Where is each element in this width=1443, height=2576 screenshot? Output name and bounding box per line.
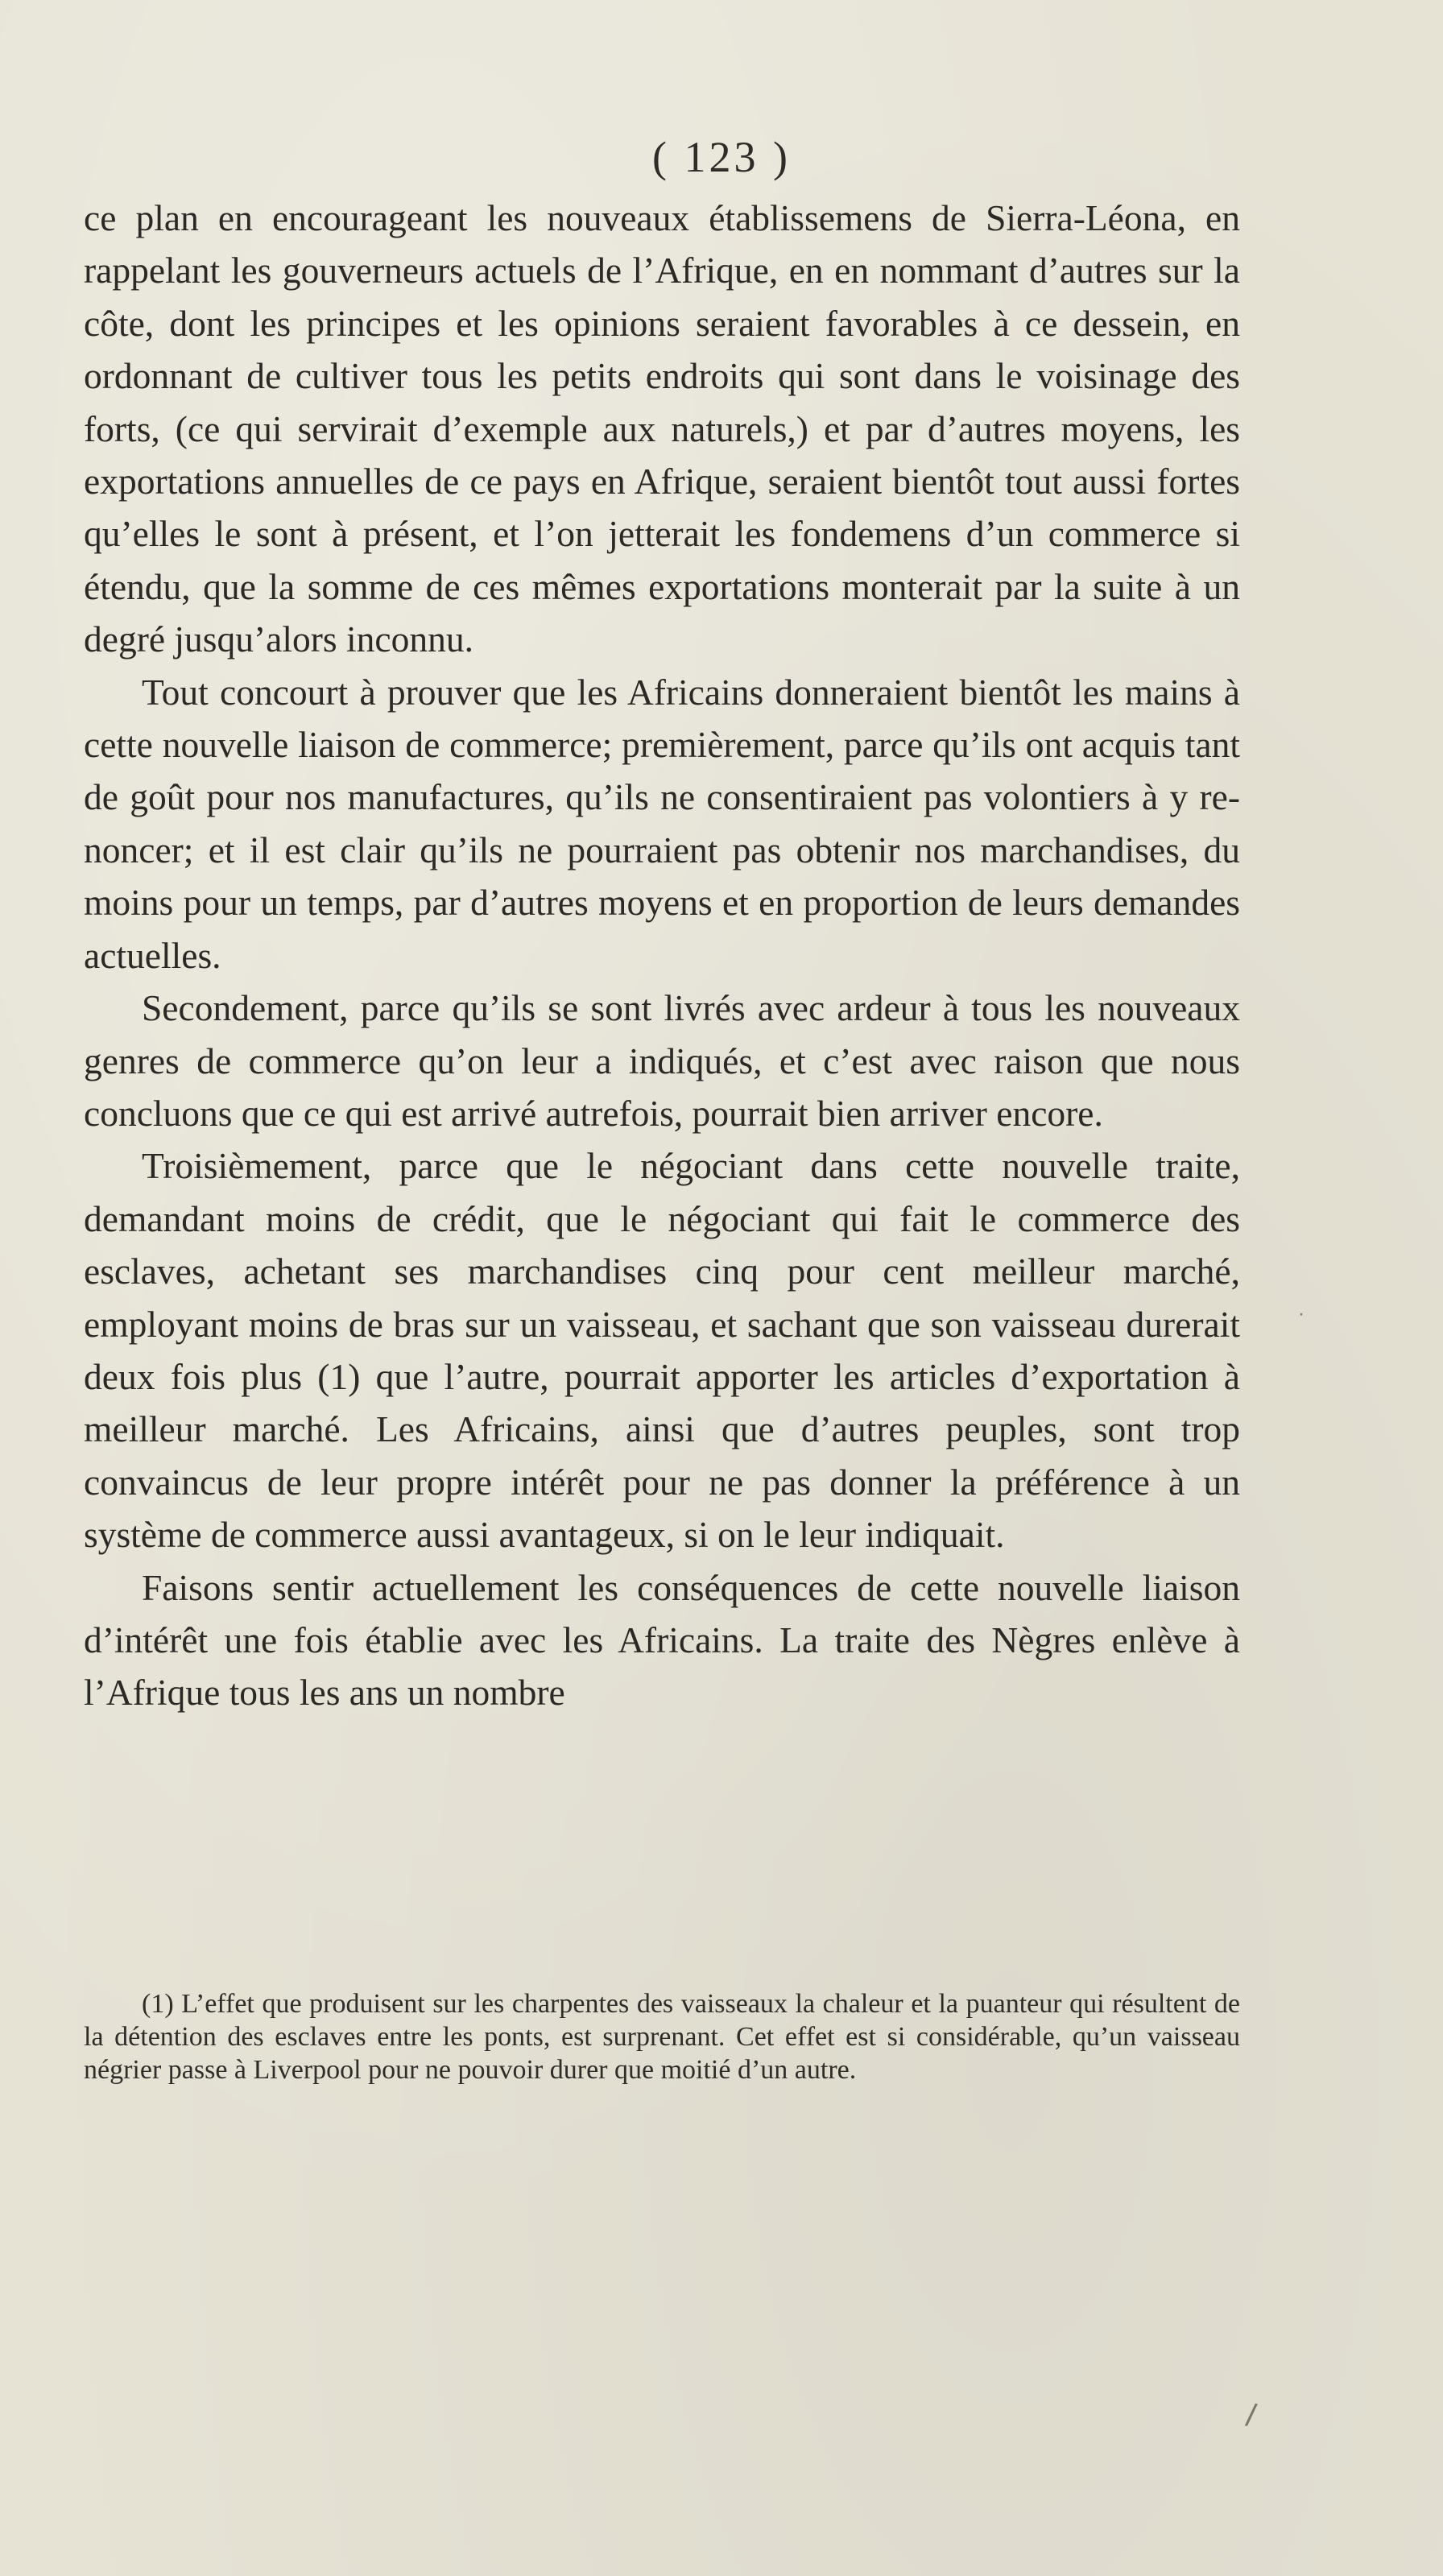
paragraph: Troisièmement, parce que le négociant dans cette nouvelle traite, demandant moins de crédit, que le négociant qui fait le commerce des esclaves, achetant ses marchandises cinq pour cent meilleur marché, employant moins de bras sur un vaisseau, et sachant que son vaisseau durerait deux fois plus (1) que l’autre, pourrait apporter les articles d’exportation à meilleur marché. Les Africains, ainsi que d’autres peuples, sont trop convaincus de leur propre intérêt pour ne pas donner la préférence à un système de commerce aussi avantageux, si on le leur indiquait. — [84, 1145, 1240, 1556]
stray-mark-icon: / — [1243, 2397, 1259, 2434]
footnote: (1) L’effet que produisent sur les charpentes des vaisseaux la chaleur et la puanteur qui résultent de la détention des esclaves entre les ponts, est surprenant. Cet effet est si considérable, qu’un vaisseau négrier passe à Liverpool pour ne pouvoir durer que moitié d’un autre. — [84, 1989, 1240, 2085]
page-number: ( 123 ) — [652, 133, 791, 181]
paragraph: ce plan en encourageant les nouveaux établissemens de Sierra-Léona, en rappelant les gouverneurs actuels de l’Afrique, en en nommant d’autres sur la côte, dont les principes et les opinions seraient favorables à ce dessein, en ordonnant de cultiver tous les petits endroits qui sont dans le voisinage des forts, (ce qui servirait d’exemple aux naturels,) et par d’autres moyens, les exportations annuelles de ce pays en Afrique, seraient bientôt tout aussi fortes qu’elles le sont à présent, et l’on jetterait les fondemens d’un commerce si étendu, que la somme de ces mêmes exportations monterait par la suite à un degré jusqu’alors inconnu. — [84, 197, 1240, 660]
body-text — [84, 192, 1240, 1719]
paragraph: Tout concourt à prouver que les Africains donneraient bientôt les mains à cette nouvelle liaison de commerce; premièrement, parce qu’ils ont acquis tant de goût pour nos manufactures, qu’ils ne consentiraient pas volontiers à y renoncer; et il est clair qu’ils ne pourraient pas obtenir nos marchandises, du moins pour un temps, par d’autres moyens et en proportion de leurs demandes actuelles. — [84, 671, 1240, 976]
paragraph: Faisons sentir actuellement les conséquences de cette nouvelle liaison d’intérêt une fois établie avec les Africains. La traite des Nègres enlève à l’Afrique tous les ans un nombre — [84, 1566, 1240, 1714]
stray-mark-icon: · — [1298, 1303, 1304, 1325]
paragraph: Secondement, parce qu’ils se sont livrés avec ardeur à tous les nouveaux genres de commerce qu’on leur a indiqués, et c’est avec raison que nous concluons que ce qui est arrivé autrefois, pourrait bien arriver encore. — [84, 987, 1240, 1134]
